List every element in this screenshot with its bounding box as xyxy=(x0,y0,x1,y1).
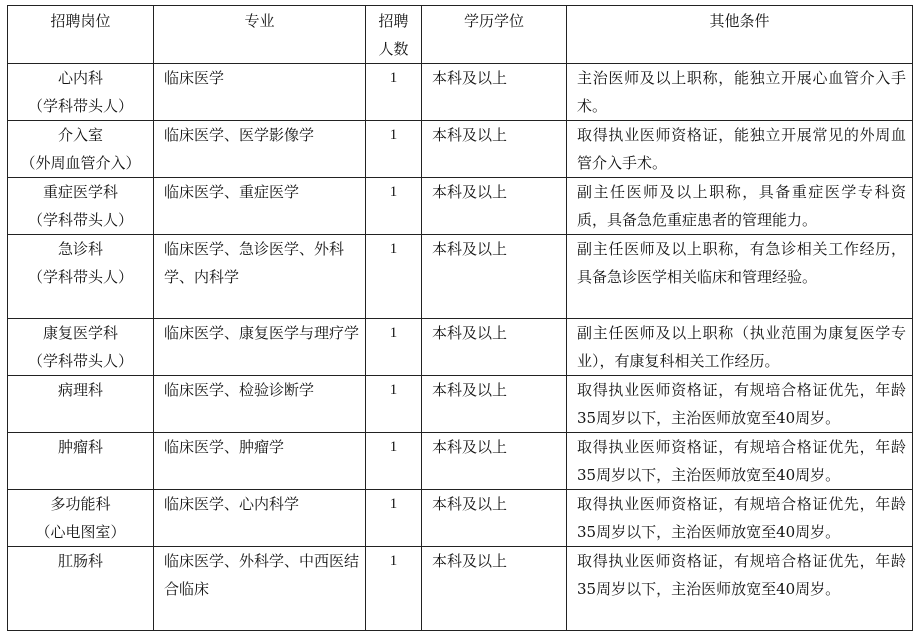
major-cell: 临床医学、心内科学 xyxy=(154,490,366,547)
education-cell: 本科及以上 xyxy=(422,319,567,376)
header-row xyxy=(8,6,913,64)
header-conditions: 其他条件 xyxy=(567,6,913,64)
position-cell: 康复医学科 （学科带头人） xyxy=(8,319,154,376)
position-cell: 肛肠科 xyxy=(8,547,154,631)
recruitment-table xyxy=(7,5,913,631)
conditions-cell: 取得执业医师资格证，能独立开展常见的外周血管介入手术。 xyxy=(567,121,913,178)
education-cell: 本科及以上 xyxy=(422,547,567,631)
header-position: 招聘岗位 xyxy=(8,6,154,64)
position-cell: 多功能科 （心电图室） xyxy=(8,490,154,547)
education-cell: 本科及以上 xyxy=(422,376,567,433)
count-cell: 1 xyxy=(366,433,422,490)
header-major: 专业 xyxy=(154,6,366,64)
major-cell: 临床医学 xyxy=(154,64,366,121)
conditions-cell: 取得执业医师资格证，有规培合格证优先，年龄35周岁以下，主治医师放宽至40周岁。 xyxy=(567,376,913,433)
conditions-cell: 副主任医师及以上职称（执业范围为康复医学专业），有康复科相关工作经历。 xyxy=(567,319,913,376)
table-row xyxy=(8,376,913,433)
count-cell: 1 xyxy=(366,547,422,631)
count-cell: 1 xyxy=(366,121,422,178)
count-cell: 1 xyxy=(366,64,422,121)
header-count: 招聘人数 xyxy=(366,6,422,64)
position-cell: 介入室 （外周血管介入） xyxy=(8,121,154,178)
table-row xyxy=(8,319,913,376)
education-cell: 本科及以上 xyxy=(422,121,567,178)
major-cell: 临床医学、急诊医学、外科学、内科学 xyxy=(154,235,366,319)
table-row xyxy=(8,547,913,631)
count-cell: 1 xyxy=(366,178,422,235)
conditions-cell: 取得执业医师资格证，有规培合格证优先，年龄35周岁以下，主治医师放宽至40周岁。 xyxy=(567,490,913,547)
conditions-cell: 副主任医师及以上职称，具备重症医学专科资质，具备急危重症患者的管理能力。 xyxy=(567,178,913,235)
conditions-cell: 副主任医师及以上职称，有急诊相关工作经历，具备急诊医学相关临床和管理经验。 xyxy=(567,235,913,319)
major-cell: 临床医学、医学影像学 xyxy=(154,121,366,178)
count-cell: 1 xyxy=(366,376,422,433)
conditions-cell: 取得执业医师资格证，有规培合格证优先，年龄35周岁以下，主治医师放宽至40周岁。 xyxy=(567,547,913,631)
table-row xyxy=(8,178,913,235)
major-cell: 临床医学、重症医学 xyxy=(154,178,366,235)
conditions-cell: 主治医师及以上职称，能独立开展心血管介入手术。 xyxy=(567,64,913,121)
education-cell: 本科及以上 xyxy=(422,235,567,319)
table-row xyxy=(8,490,913,547)
count-cell: 1 xyxy=(366,235,422,319)
education-cell: 本科及以上 xyxy=(422,433,567,490)
table-row xyxy=(8,433,913,490)
major-cell: 临床医学、外科学、中西医结合临床 xyxy=(154,547,366,631)
position-cell: 病理科 xyxy=(8,376,154,433)
position-cell: 重症医学科 （学科带头人） xyxy=(8,178,154,235)
count-cell: 1 xyxy=(366,490,422,547)
position-cell: 肿瘤科 xyxy=(8,433,154,490)
position-cell: 急诊科 （学科带头人） xyxy=(8,235,154,319)
count-cell: 1 xyxy=(366,319,422,376)
header-education: 学历学位 xyxy=(422,6,567,64)
major-cell: 临床医学、康复医学与理疗学 xyxy=(154,319,366,376)
education-cell: 本科及以上 xyxy=(422,178,567,235)
position-cell: 心内科 （学科带头人） xyxy=(8,64,154,121)
table-row xyxy=(8,121,913,178)
major-cell: 临床医学、肿瘤学 xyxy=(154,433,366,490)
education-cell: 本科及以上 xyxy=(422,64,567,121)
education-cell: 本科及以上 xyxy=(422,490,567,547)
conditions-cell: 取得执业医师资格证，有规培合格证优先，年龄35周岁以下，主治医师放宽至40周岁。 xyxy=(567,433,913,490)
table-row xyxy=(8,64,913,121)
table-row xyxy=(8,235,913,319)
major-cell: 临床医学、检验诊断学 xyxy=(154,376,366,433)
